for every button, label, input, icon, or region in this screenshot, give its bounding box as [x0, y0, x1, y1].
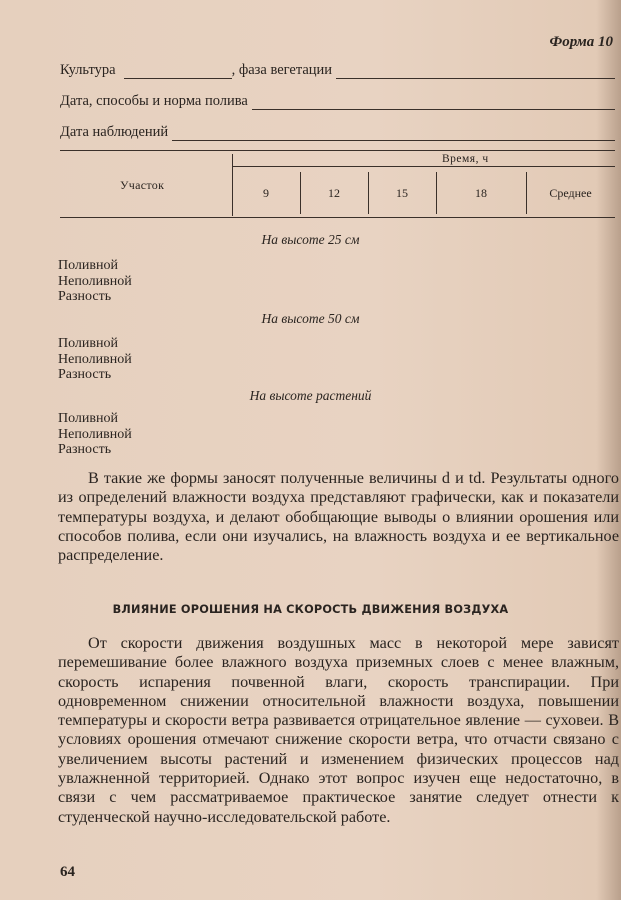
row-label: Поливной	[58, 336, 118, 351]
paragraph-text: От скорости движения воздушных масс в некоторой мере зависят перемешивание более влажного воздуха приземных слоев с менее влажным, скорость испарения почвенной влаги, скорость транспирации. При одновременном снижении относительной влажности воздуха, повышении температуры и скорости ветра развивается отрицательное явление — суховеи. В условиях орошения отмечают снижение скорости ветра, что отчасти связано с увеличением высоты растений и изменением физических процессов над увлажненной территорией. Однако этот вопрос изучен еще недостаточно, в связи с чем рассматриваемое практическое занятие следует отнести к студенческой научно-исследовательской работе.	[58, 634, 619, 826]
watering-blank	[252, 97, 615, 110]
row-label: Неполивной	[58, 426, 132, 442]
culture-label: Культура	[60, 62, 116, 78]
observation-blank	[172, 128, 615, 141]
culture-blank	[124, 66, 232, 79]
section-title: На высоте 25 см	[261, 232, 360, 247]
table-divider	[232, 154, 233, 216]
table-group-header: Время, ч	[442, 153, 489, 165]
culture-field-row	[60, 62, 615, 79]
watering-field-row	[60, 93, 615, 110]
table-column-header: 12	[328, 186, 340, 200]
body-paragraph	[58, 469, 619, 565]
section-title: На высоте растений	[249, 388, 372, 403]
section-title: На высоте 50 см	[261, 311, 360, 326]
row-label: Разность	[58, 289, 112, 304]
observation-label: Дата наблюдений	[60, 124, 169, 140]
table-bottom-rule	[60, 217, 615, 218]
row-label: Разность	[58, 367, 112, 382]
table-column-header: 18	[475, 186, 487, 200]
form-label: Форма 10	[549, 34, 613, 50]
row-label-list	[58, 336, 132, 383]
watering-label: Дата, способы и норма полива	[60, 93, 248, 109]
row-label-list	[58, 258, 132, 305]
observation-field-row	[60, 124, 615, 141]
table-top-rule	[60, 150, 615, 151]
page-number: 64	[60, 864, 75, 880]
row-label: Неполивной	[58, 273, 132, 289]
section-heading: ВЛИЯНИЕ ОРОШЕНИЯ НА СКОРОСТЬ ДВИЖЕНИЯ ВОЗДУХА	[112, 603, 509, 616]
table-column-header: Среднее	[549, 186, 592, 200]
table-column-header: 9	[263, 186, 269, 200]
table-inner-rule	[232, 166, 615, 167]
row-label: Поливной	[58, 258, 118, 273]
row-label: Разность	[58, 442, 112, 457]
phase-label: , фаза вегетации	[231, 62, 333, 78]
observation-table	[60, 150, 615, 218]
body-paragraph	[58, 634, 619, 827]
row-label: Неполивной	[58, 351, 132, 367]
table-row-header: Участок	[120, 178, 165, 192]
paragraph-text: В такие же формы заносят полученные величины d и td. Результаты одного из определений влажности воздуха представляют графически, как и показатели температуры воздуха, и делают обобщающие выводы о влиянии орошения или способов полива, если они изучались, на влажность воздуха и ее вертикальное распределение.	[58, 469, 619, 565]
phase-blank	[336, 66, 615, 79]
table-column-header: 15	[396, 186, 408, 200]
row-label-list	[58, 411, 132, 458]
row-label: Поливной	[58, 411, 118, 426]
